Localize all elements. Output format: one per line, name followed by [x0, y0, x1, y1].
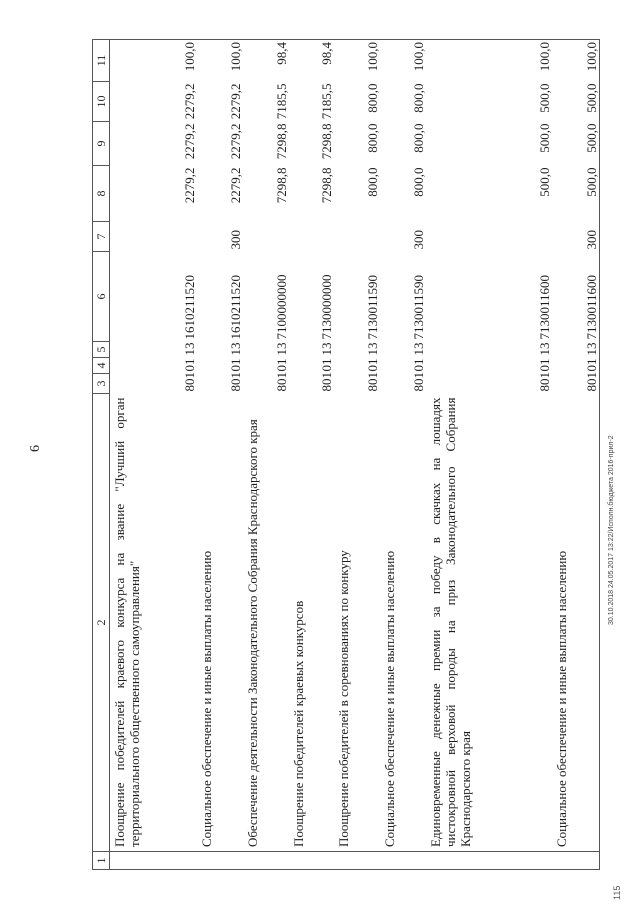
rz-cell: 01: [552, 358, 599, 374]
row-name: Единовременные денежные премии за победу в скачках на лошадях чистокровной верховой породы на приз Законодательного Собрания Краснодарского края: [426, 394, 553, 852]
csr-cell: 7130011600: [537, 274, 553, 340]
table-row: [334, 40, 380, 870]
amount-revised: 7298,8: [319, 123, 335, 160]
row-number-cell: [289, 852, 335, 870]
ved-cell: 801: [410, 372, 426, 392]
table-row: [243, 40, 289, 870]
execution-percent: 100,0: [552, 40, 599, 82]
row-number-cell: [380, 852, 426, 870]
csr-cell: 1610211520: [182, 274, 197, 340]
pr-cell: 13: [273, 342, 289, 356]
budget-table: [92, 39, 600, 870]
header-cell: 1: [93, 852, 110, 870]
csr-cell: 7130011590: [365, 274, 381, 340]
pr-cell: 13: [552, 342, 599, 358]
corner-mark: 115: [612, 885, 622, 900]
header-cell: 5: [93, 342, 110, 358]
amount-executed: 7185,5: [319, 83, 335, 120]
vr-cell: [243, 222, 289, 252]
csr-cell: 7130000000: [319, 274, 335, 340]
header-cell: 6: [93, 252, 110, 342]
row-number-cell: [552, 852, 599, 870]
table-row: [552, 40, 599, 870]
ved-cell: 801: [365, 372, 381, 392]
header-cell: 10: [93, 82, 110, 122]
vr-cell: 300: [410, 230, 426, 250]
ved-cell: 801: [319, 372, 335, 392]
execution-percent: 100,0: [380, 40, 426, 82]
ved-cell: 801: [537, 372, 553, 392]
ved-cell: 801: [182, 372, 197, 392]
amount-revised: 500,0: [537, 123, 553, 153]
amount-approved: 800,0: [410, 167, 426, 197]
pr-cell: 13: [365, 342, 381, 356]
header-row: [93, 40, 110, 870]
header-cell: 4: [93, 358, 110, 374]
row-name: Социальное обеспечение и иные выплаты населению: [197, 394, 243, 852]
csr-cell: 7130011590: [410, 274, 426, 340]
file-path-footer: 30.10.2018 24.05.2017 13:22/Исполн.бюджета 2016-прил-2: [608, 435, 615, 625]
row-name: Поощрение победителей краевых конкурсов: [289, 394, 335, 852]
ved-cell: 801: [273, 372, 289, 392]
table-row: [426, 40, 553, 870]
table-row: [380, 40, 426, 870]
vr-cell: [334, 222, 380, 252]
amount-revised: 2279,2: [182, 123, 197, 160]
row-number-cell: [197, 852, 243, 870]
execution-percent: 98,4: [243, 40, 289, 82]
budget-table-rotated: [92, 40, 600, 870]
amount-approved: 7298,8: [319, 167, 335, 204]
row-name: Обеспечение деятельности Законодательного Собрания Краснодарского края: [243, 394, 289, 852]
amount-executed: 2279,2: [227, 83, 243, 120]
row-name: Поощрение победителей в соревнованиях по конкуру: [334, 394, 380, 852]
amount-executed: 800,0: [410, 83, 426, 113]
vr-cell: 300: [227, 230, 243, 250]
pr-cell: 13: [182, 342, 197, 356]
amount-executed: 800,0: [365, 83, 381, 113]
row-number-cell: [334, 852, 380, 870]
csr-cell: 7100000000: [273, 274, 289, 340]
header-cell: 3: [93, 374, 110, 394]
vr-cell: [426, 222, 553, 252]
amount-approved: 800,0: [365, 167, 381, 197]
table-row: [289, 40, 335, 870]
row-number-cell: [110, 852, 198, 870]
amount-approved: 7298,8: [273, 167, 289, 204]
rz-cell: 01: [410, 358, 426, 372]
rz-cell: 01: [537, 358, 553, 372]
pr-cell: 13: [410, 342, 426, 356]
rz-cell: 01: [319, 358, 335, 372]
amount-executed: 2279,2: [182, 83, 197, 120]
header-cell: 7: [93, 222, 110, 252]
csr-cell: 1610211520: [227, 274, 243, 340]
amount-approved: 500,0: [537, 167, 553, 197]
amount-revised: 7298,8: [273, 123, 289, 160]
row-number-cell: [243, 852, 289, 870]
rz-cell: 01: [227, 358, 243, 372]
rz-cell: 01: [182, 358, 197, 372]
csr-cell: 7130011600: [552, 252, 599, 342]
rz-cell: 01: [273, 358, 289, 372]
row-number-cell: [426, 852, 553, 870]
amount-revised: 800,0: [410, 123, 426, 153]
header-cell: 9: [93, 122, 110, 166]
amount-approved: 500,0: [552, 166, 599, 222]
amount-revised: 500,0: [552, 122, 599, 166]
vr-cell: [110, 222, 198, 252]
vr-cell: 300: [552, 222, 599, 252]
pr-cell: 13: [319, 342, 335, 356]
amount-executed: 7185,5: [273, 83, 289, 120]
amount-approved: 2279,2: [182, 167, 197, 204]
amount-executed: 500,0: [537, 83, 553, 113]
ved-cell: 801: [227, 372, 243, 392]
header-cell: 11: [93, 40, 110, 82]
execution-percent: 100,0: [334, 40, 380, 82]
execution-percent: 100,0: [426, 40, 553, 82]
amount-executed: 500,0: [552, 82, 599, 122]
header-cell: 8: [93, 166, 110, 222]
rz-cell: 01: [365, 358, 381, 372]
execution-percent: 100,0: [197, 40, 243, 82]
amount-approved: 2279,2: [227, 167, 243, 204]
row-name: Поощрение победителей краевого конкурса на звание "Лучший орган территориального общественного самоуправления": [110, 394, 198, 852]
pr-cell: 13: [537, 342, 553, 356]
ved-cell: 801: [552, 374, 599, 394]
amount-revised: 800,0: [365, 123, 381, 153]
table-row: [110, 40, 198, 870]
execution-percent: 100,0: [110, 40, 198, 82]
row-name: Социальное обеспечение и иные выплаты населению: [380, 394, 426, 852]
page-number: 6: [28, 445, 43, 452]
row-name: Социальное обеспечение и иные выплаты населению: [552, 394, 599, 852]
vr-cell: [289, 222, 335, 252]
amount-revised: 2279,2: [227, 123, 243, 160]
header-cell: 2: [93, 394, 110, 852]
table-row: [197, 40, 243, 870]
pr-cell: 13: [227, 342, 243, 356]
execution-percent: 98,4: [289, 40, 335, 82]
